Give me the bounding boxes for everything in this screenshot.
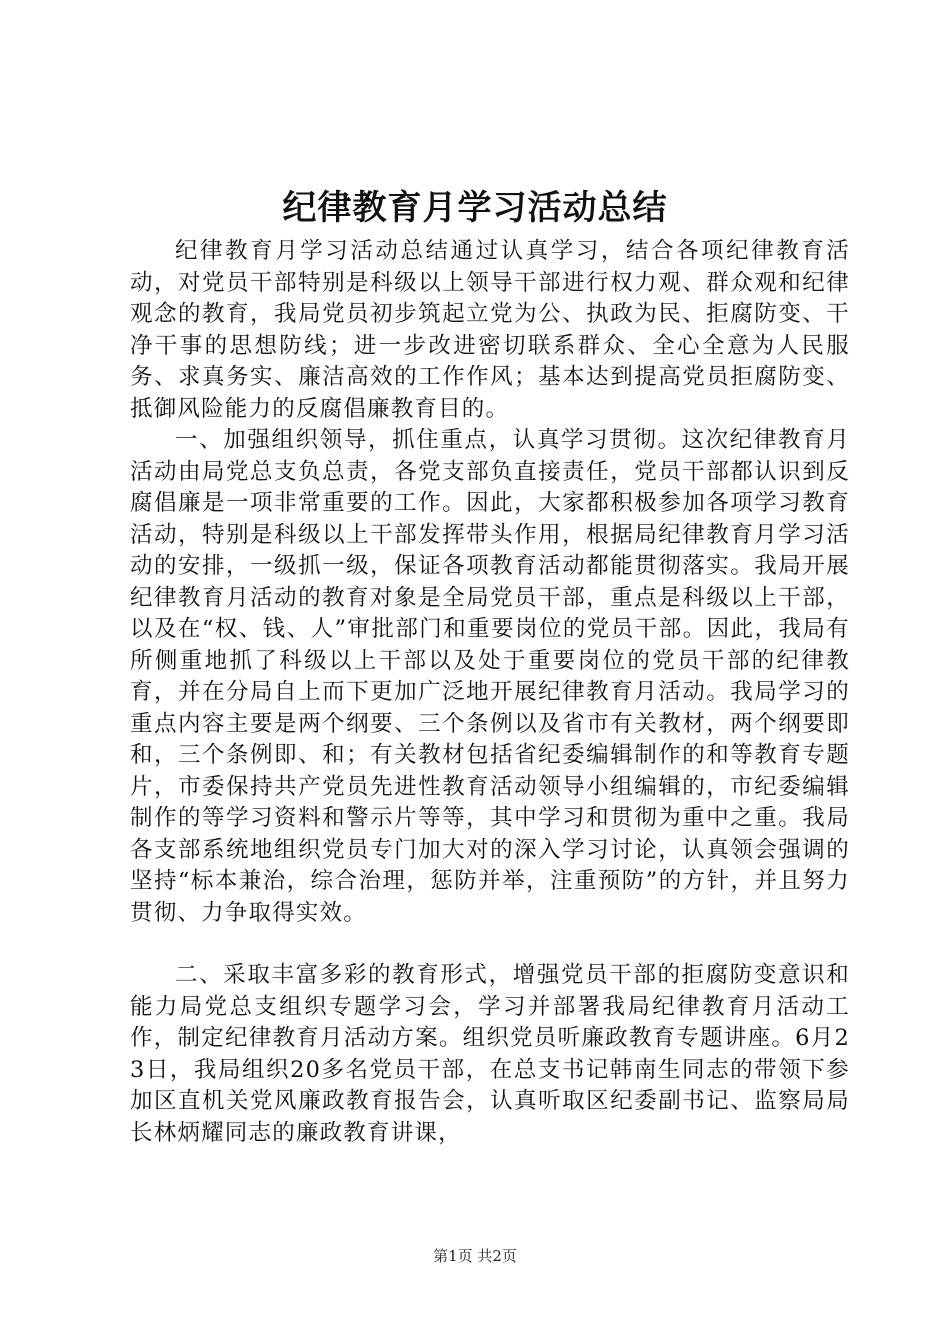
document-body [130, 236, 850, 1149]
document-title: 纪律教育月学习活动总结 [282, 188, 668, 228]
paragraph-intro: 纪律教育月学习活动总结通过认真学习，结合各项纪律教育活动，对党员干部特别是科级以上领导干部进行权力观、群众观和纪律观念的教育，我局党员初步筑起立党为公、执政为民、拒腐防变、干净干事的思想防线；进一步改进密切联系群众、全心全意为人民服务、求真务实、廉洁高效的工作作风；基本达到提高党员拒腐防变、抵御风险能力的反腐倡廉教育目的。 [130, 238, 850, 422]
paragraph-spacer [130, 929, 850, 960]
page-number: 第1页 共2页 [433, 1247, 517, 1265]
paragraph-section-1: 一、加强组织领导，抓住重点，认真学习贯彻。这次纪律教育月活动由局党总支负总责，各党支部负直接责任，党员干部都认识到反腐倡廉是一项非常重要的工作。因此，大家都积极参加各项学习教育活动，特别是科级以上干部发挥带头作用，根据局纪律教育月学习活动的安排，一级抓一级，保证各项教育活动都能贯彻落实。我局开展纪律教育月活动的教育对象是全局党员干部，重点是科级以上干部，以及在“权、钱、人”审批部门和重要岗位的党员干部。因此，我局有所侧重地抓了科级以上干部以及处于重要岗位的党员干部的纪律教育，并在分局自上而下更加广泛地开展纪律教育月活动。我局学习的重点内容主要是两个纲要、三个条例以及省市有关教材，两个纲要即和，三个条例即、和；有关教材包括省纪委编辑制作的和等教育专题片，市委保持共产党员先进性教育活动领导小组编辑的，市纪委编辑制作的等学习资料和警示片等等，其中学习和贯彻为重中之重。我局各支部系统地组织党员专门加大对的深入学习讨论，认真领会强调的坚持“标本兼治，综合治理，惩防并举，注重预防”的方针，并且努力贯彻、力争取得实效。 [130, 427, 850, 926]
paragraph-section-2: 二、采取丰富多彩的教育形式，增强党员干部的拒腐防变意识和能力局党总支组织专题学习会，学习并部署我局纪律教育月活动工作，制定纪律教育月活动方案。组织党员听廉政教育专题讲座。6月23日，我局组织20多名党员干部，在总支书记韩南生同志的带领下参加区直机关党风廉政教育报告会，认真听取区纪委副书记、监察局局长林炳耀同志的廉政教育讲课， [130, 962, 850, 1146]
